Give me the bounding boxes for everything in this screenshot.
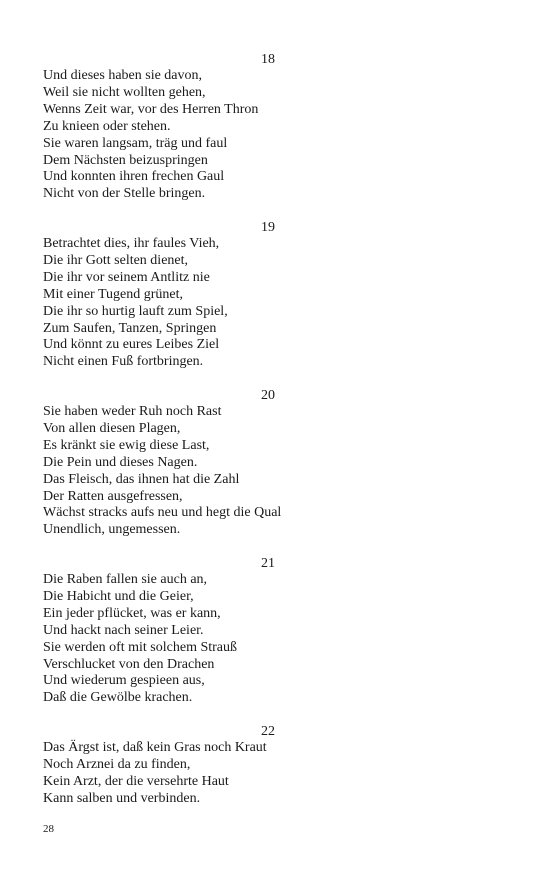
- verse-line: Und dieses haben sie davon,: [43, 68, 203, 83]
- verse-line: Ein jeder pflücket, was er kann,: [43, 605, 221, 621]
- stanza-number: 21: [261, 556, 275, 571]
- verse-line: Und konnten ihren frechen Gaul: [43, 169, 225, 185]
- stanza-text: [43, 740, 267, 808]
- verse-line: Die Pein und dieses Nagen.: [43, 454, 198, 470]
- stanza-number: 19: [261, 220, 275, 235]
- verse-line: Es kränkt sie ewig diese Last,: [43, 437, 210, 453]
- verse-line: Weil sie nicht wollten gehen,: [43, 84, 206, 100]
- verse-line: Zu knieen oder stehen.: [43, 118, 171, 134]
- page-number: 28: [43, 823, 54, 835]
- verse-line: Die ihr Gott selten dienet,: [43, 252, 189, 268]
- stanza-text: [43, 572, 237, 707]
- verse-line: Und hackt nach seiner Leier.: [43, 622, 204, 638]
- verse-line: Die ihr so hurtig lauft zum Spiel,: [43, 303, 228, 319]
- verse-line: Dem Nächsten beizuspringen: [43, 152, 208, 168]
- stanza-text: [43, 404, 281, 539]
- verse-line: Kein Arzt, der die versehrte Haut: [43, 773, 229, 789]
- stanza-text: [43, 236, 228, 371]
- verse-line: Mit einer Tugend grünet,: [43, 286, 183, 302]
- verse-line: Betrachtet dies, ihr faules Vieh,: [43, 236, 220, 251]
- verse-line: Die Raben fallen sie auch an,: [43, 572, 208, 587]
- verse-line: Unendlich, ungemessen.: [43, 522, 181, 538]
- verse-line: Nicht einen Fuß fortbringen.: [43, 354, 204, 370]
- stanza-number: 20: [261, 388, 275, 403]
- verse-line: Kann salben und verbinden.: [43, 790, 201, 806]
- verse-line: Die ihr vor seinem Antlitz nie: [43, 269, 210, 285]
- verse-line: Verschlucket von den Drachen: [43, 656, 215, 672]
- verse-line: Das Ärgst ist, daß kein Gras noch Kraut: [43, 740, 267, 755]
- verse-line: Und könnt zu eures Leibes Ziel: [43, 337, 220, 353]
- verse-line: Von allen diesen Plagen,: [43, 420, 181, 436]
- verse-line: Noch Arznei da zu finden,: [43, 756, 191, 772]
- verse-line: Wenns Zeit war, vor des Herren Thron: [43, 101, 259, 117]
- verse-line: Der Ratten ausgefressen,: [43, 488, 183, 504]
- stanza-text: [43, 68, 258, 203]
- stanza-number: 22: [261, 724, 275, 739]
- verse-line: Zum Saufen, Tanzen, Springen: [43, 320, 217, 336]
- verse-line: Sie werden oft mit solchem Strauß: [43, 639, 238, 655]
- stanza-number: 18: [261, 52, 275, 67]
- verse-line: Daß die Gewölbe krachen.: [43, 690, 193, 706]
- verse-line: Sie haben weder Ruh noch Rast: [43, 404, 222, 419]
- verse-line: Und wiederum gespieen aus,: [43, 673, 205, 689]
- verse-line: Nicht von der Stelle bringen.: [43, 186, 206, 202]
- verse-line: Die Habicht und die Geier,: [43, 588, 194, 604]
- verse-line: Sie waren langsam, träg und faul: [43, 135, 228, 151]
- verse-line: Wächst stracks aufs neu und hegt die Qual: [43, 505, 282, 521]
- verse-line: Das Fleisch, das ihnen hat die Zahl: [43, 471, 240, 487]
